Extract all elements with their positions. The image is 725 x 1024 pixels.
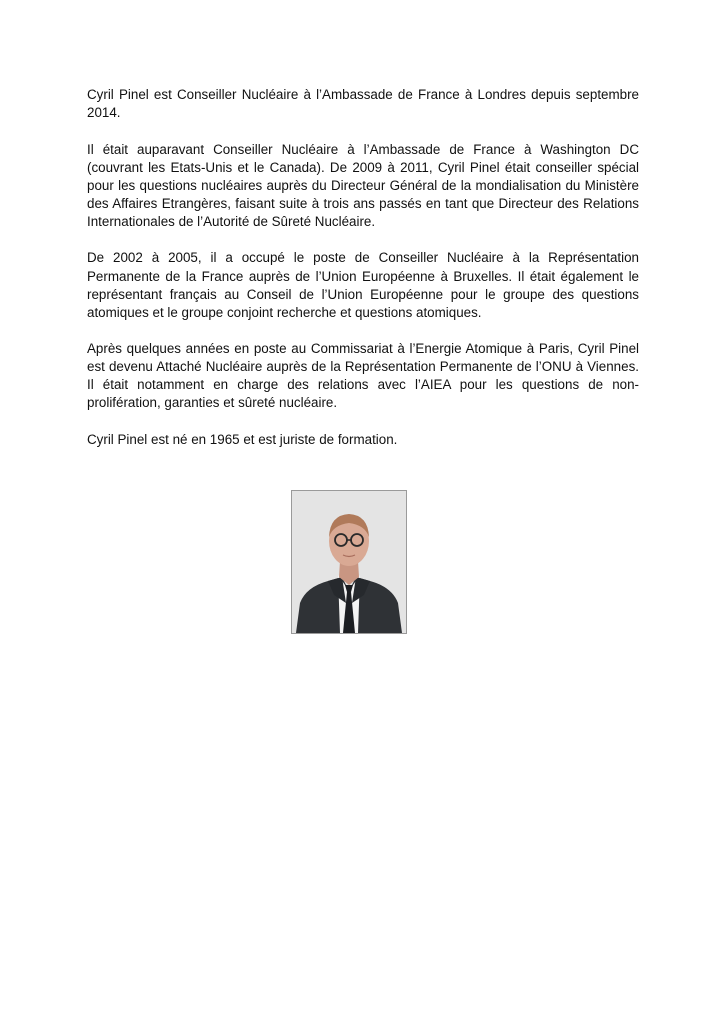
paragraph-current-role: Cyril Pinel est Conseiller Nucléaire à l’Ambassade de France à Londres depuis septembre 2014. xyxy=(87,87,639,121)
paragraph-brussels: De 2002 à 2005, il a occupé le poste de Conseiller Nucléaire à la Représentation Permanente de la France auprès de l’Union Européenne à Bruxelles. Il était également le représentant français au Conseil de l’Union Européenne pour le groupe des questions atomiques et le groupe conjoint recherche et questions atomiques. xyxy=(87,250,639,320)
paragraph-vienna: Après quelques années en poste au Commissariat à l’Energie Atomique à Paris, Cyril Pinel est devenu Attaché Nucléaire auprès de la Représentation Permanente de l’ONU à Viennes. Il était notamment en charge des relations avec l’AIEA pour les questions de non-prolifération, garanties et sûreté nucléaire. xyxy=(87,341,639,411)
paragraph-biography: Cyril Pinel est né en 1965 et est juriste de formation. xyxy=(87,431,398,447)
portrait-photo xyxy=(291,490,407,634)
document-body xyxy=(87,86,639,467)
paragraph-previous-roles: Il était auparavant Conseiller Nucléaire à l’Ambassade de France à Washington DC (couvrant les Etats-Unis et le Canada). De 2009 à 2011, Cyril Pinel était conseiller spécial pour les questions nucléaires auprès du Directeur Général de la mondialisation du Ministère des Affaires Etrangères, faisant suite à trois ans passés en tant que Directeur des Relations Internationales de l’Autorité de Sûreté Nucléaire. xyxy=(87,141,639,229)
person-portrait-icon xyxy=(292,491,406,633)
